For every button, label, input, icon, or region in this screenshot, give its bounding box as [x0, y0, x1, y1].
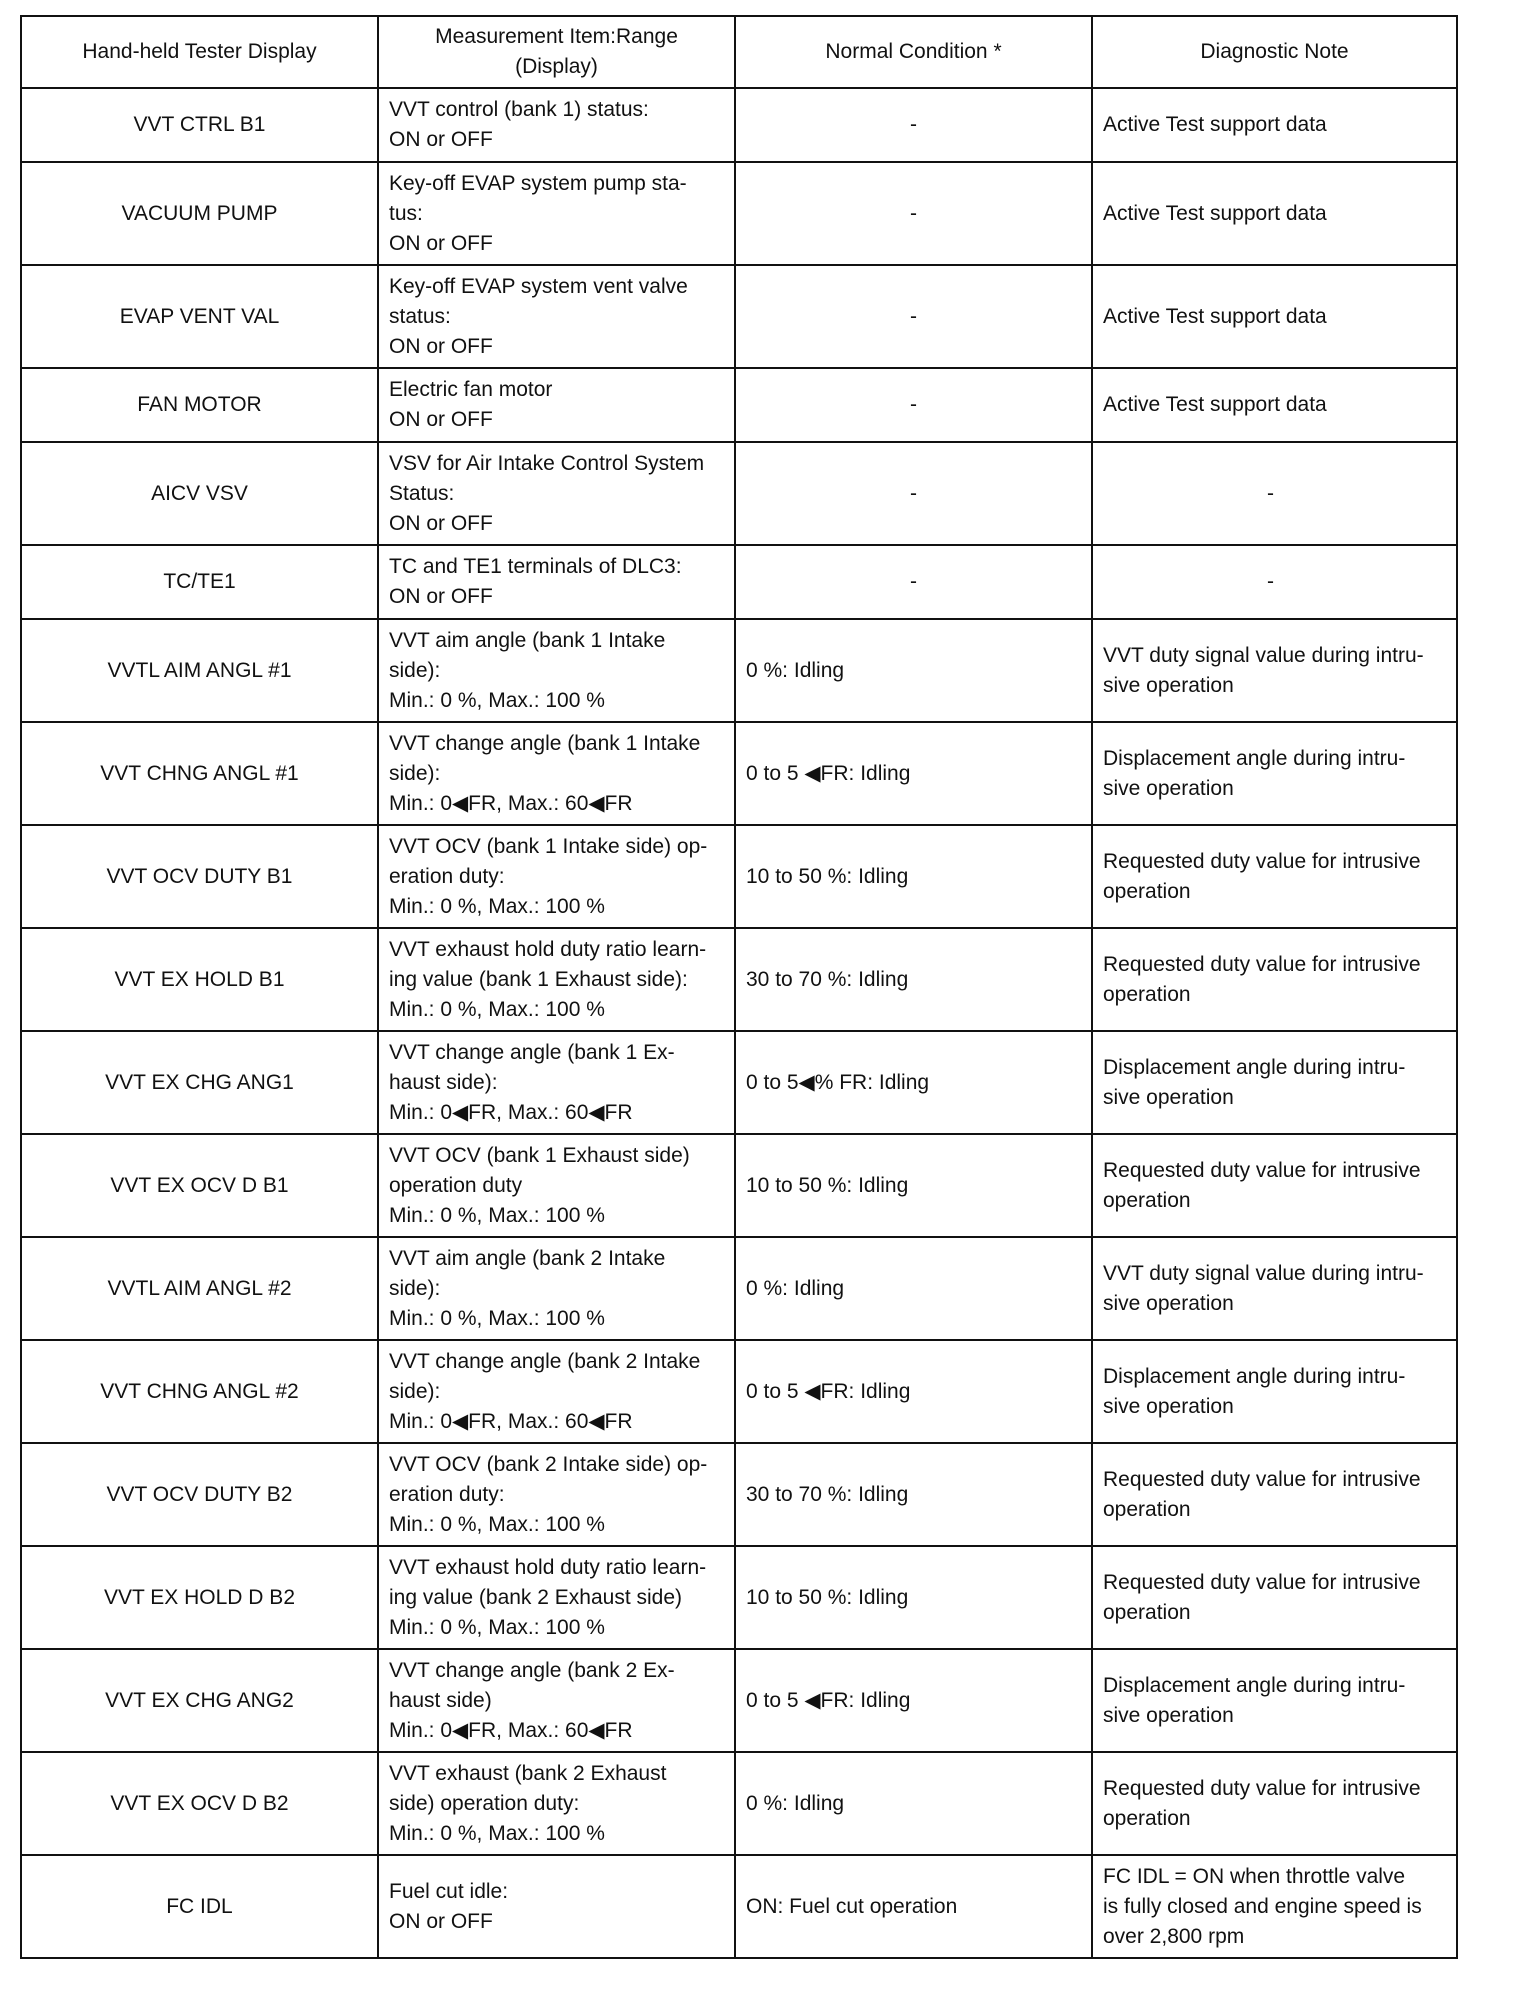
measurement-line: Min.: 0 %, Max.: 100 %: [389, 1615, 605, 1639]
tester-display-cell: AICV VSV: [21, 442, 378, 545]
table-row: [21, 1855, 1457, 1958]
measurement-item-cell: [378, 1340, 735, 1443]
normal-condition-cell: 10 to 50 %: Idling: [735, 1134, 1092, 1237]
diagnostic-note-line: Requested duty value for intrusive: [1103, 1570, 1421, 1594]
measurement-line: Key-off EVAP system vent valve: [389, 274, 688, 298]
measurement-line: operation duty: [389, 1173, 523, 1197]
measurement-line: VVT aim angle (bank 2 Intake: [389, 1246, 666, 1270]
table-row: [21, 619, 1457, 722]
measurement-line: Fuel cut idle:: [389, 1879, 509, 1903]
measurement-line: VVT exhaust hold duty ratio learn-: [389, 1555, 707, 1579]
measurement-item-cell: [378, 1752, 735, 1855]
diagnostic-note-line: Displacement angle during intru-: [1103, 746, 1406, 770]
diagnostic-note-line: operation: [1103, 1497, 1191, 1521]
normal-condition-cell: 0 to 5 ◀FR: Idling: [735, 1340, 1092, 1443]
tester-display-cell: VACUUM PUMP: [21, 162, 378, 265]
measurement-line: side):: [389, 1379, 441, 1403]
table-row: [21, 1546, 1457, 1649]
measurement-line: TC and TE1 terminals of DLC3:: [389, 555, 682, 578]
measurement-line: Min.: 0◀FR, Max.: 60◀FR: [389, 1718, 633, 1742]
diagnostic-note-line: operation: [1103, 1806, 1191, 1830]
normal-condition-cell: 0 %: Idling: [735, 1237, 1092, 1340]
measurement-item-cell: [378, 722, 735, 825]
header-measurement-line: Measurement Item:Range: [435, 25, 678, 48]
tester-display-cell: VVT EX HOLD D B2: [21, 1546, 378, 1649]
header-measurement-line: (Display): [515, 55, 598, 78]
measurement-line: Key-off EVAP system pump sta-: [389, 171, 687, 195]
diagnostic-note-line: over 2,800 rpm: [1103, 1924, 1245, 1948]
diagnostic-note-cell: [1092, 1443, 1457, 1546]
normal-condition-cell: 10 to 50 %: Idling: [735, 825, 1092, 928]
measurement-item-cell: [378, 1031, 735, 1134]
table-row: [21, 825, 1457, 928]
normal-condition-cell: -: [735, 368, 1092, 442]
diagnostic-note-line: VVT duty signal value during intru-: [1103, 1261, 1424, 1285]
diagnostic-note-cell: [1092, 1134, 1457, 1237]
diagnostic-note-cell: [1092, 1752, 1457, 1855]
diagnostic-note-line: operation: [1103, 879, 1191, 903]
diagnostic-note-cell: [1092, 1237, 1457, 1340]
tester-display-cell: VVT EX OCV D B1: [21, 1134, 378, 1237]
table-row: [21, 1752, 1457, 1855]
normal-condition-cell: 0 to 5 ◀FR: Idling: [735, 722, 1092, 825]
measurement-item-cell: [378, 1443, 735, 1546]
diagnostic-note-line: Displacement angle during intru-: [1103, 1055, 1406, 1079]
tester-display-cell: VVT CTRL B1: [21, 88, 378, 162]
measurement-line: Min.: 0 %, Max.: 100 %: [389, 1821, 605, 1845]
table-body: [21, 88, 1457, 1958]
measurement-line: eration duty:: [389, 1482, 505, 1506]
diagnostic-note-line: sive operation: [1103, 776, 1234, 800]
measurement-line: Min.: 0◀FR, Max.: 60◀FR: [389, 1409, 633, 1433]
measurement-line: VSV for Air Intake Control System: [389, 451, 705, 475]
normal-condition-cell: ON: Fuel cut operation: [735, 1855, 1092, 1958]
diagnostic-note-cell: [1092, 928, 1457, 1031]
measurement-line: VVT change angle (bank 1 Intake: [389, 731, 701, 755]
diagnostic-note-line: Requested duty value for intrusive: [1103, 1158, 1421, 1182]
diagnostic-note-line: is fully closed and engine speed is: [1103, 1894, 1422, 1918]
tester-display-cell: VVT CHNG ANGL #1: [21, 722, 378, 825]
tester-display-cell: FC IDL: [21, 1855, 378, 1958]
header-measurement-item: [378, 16, 735, 88]
measurement-line: Min.: 0 %, Max.: 100 %: [389, 1306, 605, 1330]
measurement-line: side):: [389, 658, 441, 682]
measurement-item-cell: [378, 1649, 735, 1752]
normal-condition-cell: 30 to 70 %: Idling: [735, 1443, 1092, 1546]
measurement-line: ON or OFF: [389, 231, 493, 255]
data-list-table: [20, 15, 1458, 1959]
normal-condition-cell: -: [735, 88, 1092, 162]
diagnostic-note-cell: [1092, 545, 1457, 619]
diagnostic-note-cell: [1092, 722, 1457, 825]
diagnostic-note-line: Requested duty value for intrusive: [1103, 849, 1421, 873]
diagnostic-note-line: Active Test support data: [1103, 201, 1327, 225]
diagnostic-note-cell: [1092, 162, 1457, 265]
tester-display-cell: VVT EX CHG ANG2: [21, 1649, 378, 1752]
measurement-line: Status:: [389, 481, 455, 505]
diagnostic-note-line: operation: [1103, 1188, 1191, 1212]
diagnostic-note-line: Requested duty value for intrusive: [1103, 952, 1421, 976]
measurement-line: VVT change angle (bank 2 Intake: [389, 1349, 701, 1373]
diagnostic-note-line: Requested duty value for intrusive: [1103, 1776, 1421, 1800]
measurement-item-cell: [378, 265, 735, 368]
diagnostic-note-line: Displacement angle during intru-: [1103, 1364, 1406, 1388]
diagnostic-note-line: -: [1267, 570, 1274, 593]
measurement-line: Min.: 0 %, Max.: 100 %: [389, 894, 605, 918]
measurement-line: side):: [389, 1276, 441, 1300]
measurement-line: status:: [389, 304, 451, 328]
measurement-item-cell: [378, 545, 735, 619]
table-row: [21, 265, 1457, 368]
diagnostic-note-cell: [1092, 825, 1457, 928]
tester-display-cell: TC/TE1: [21, 545, 378, 619]
measurement-line: ON or OFF: [389, 1909, 493, 1933]
measurement-line: Min.: 0 %, Max.: 100 %: [389, 1203, 605, 1227]
measurement-line: VVT OCV (bank 2 Intake side) op-: [389, 1452, 708, 1476]
measurement-line: Electric fan motor: [389, 378, 553, 401]
normal-condition-cell: -: [735, 265, 1092, 368]
normal-condition-cell: 0 %: Idling: [735, 1752, 1092, 1855]
measurement-line: ON or OFF: [389, 585, 493, 608]
table-row: [21, 442, 1457, 545]
diagnostic-note-cell: [1092, 619, 1457, 722]
measurement-line: VVT OCV (bank 1 Exhaust side): [389, 1143, 690, 1167]
tester-display-cell: VVT EX OCV D B2: [21, 1752, 378, 1855]
measurement-item-cell: [378, 1237, 735, 1340]
diagnostic-note-line: sive operation: [1103, 1703, 1234, 1727]
diagnostic-note-cell: [1092, 265, 1457, 368]
normal-condition-cell: 0 to 5 ◀FR: Idling: [735, 1649, 1092, 1752]
normal-condition-cell: 0 %: Idling: [735, 619, 1092, 722]
measurement-item-cell: [378, 619, 735, 722]
measurement-line: ON or OFF: [389, 334, 493, 358]
diagnostic-note-line: VVT duty signal value during intru-: [1103, 643, 1424, 667]
measurement-line: Min.: 0 %, Max.: 100 %: [389, 1512, 605, 1536]
measurement-line: VVT change angle (bank 1 Ex-: [389, 1040, 675, 1064]
tester-display-cell: EVAP VENT VAL: [21, 265, 378, 368]
measurement-item-cell: [378, 368, 735, 442]
table-row: [21, 1443, 1457, 1546]
normal-condition-cell: 0 to 5◀% FR: Idling: [735, 1031, 1092, 1134]
tester-display-cell: VVTL AIM ANGL #2: [21, 1237, 378, 1340]
diagnostic-note-line: Requested duty value for intrusive: [1103, 1467, 1421, 1491]
measurement-line: Min.: 0◀FR, Max.: 60◀FR: [389, 791, 633, 815]
table-row: [21, 545, 1457, 619]
tester-display-cell: FAN MOTOR: [21, 368, 378, 442]
measurement-line: VVT exhaust hold duty ratio learn-: [389, 937, 707, 961]
measurement-line: ON or OFF: [389, 511, 493, 535]
measurement-item-cell: [378, 928, 735, 1031]
measurement-line: Min.: 0 %, Max.: 100 %: [389, 688, 605, 712]
table-row: [21, 928, 1457, 1031]
tester-display-cell: VVT EX CHG ANG1: [21, 1031, 378, 1134]
measurement-line: VVT control (bank 1) status:: [389, 98, 649, 121]
tester-display-cell: VVT CHNG ANGL #2: [21, 1340, 378, 1443]
diagnostic-note-line: operation: [1103, 1600, 1191, 1624]
header-diagnostic-note: Diagnostic Note: [1092, 16, 1457, 88]
table-row: [21, 368, 1457, 442]
normal-condition-cell: 10 to 50 %: Idling: [735, 1546, 1092, 1649]
measurement-line: tus:: [389, 201, 423, 225]
table-row: [21, 88, 1457, 162]
measurement-line: VVT change angle (bank 2 Ex-: [389, 1658, 675, 1682]
header-row: [21, 16, 1457, 88]
diagnostic-note-cell: [1092, 88, 1457, 162]
diagnostic-note-cell: [1092, 1340, 1457, 1443]
tester-display-cell: VVT OCV DUTY B1: [21, 825, 378, 928]
diagnostic-note-line: sive operation: [1103, 1085, 1234, 1109]
diagnostic-note-line: FC IDL = ON when throttle valve: [1103, 1864, 1406, 1888]
diagnostic-note-line: sive operation: [1103, 673, 1234, 697]
measurement-item-cell: [378, 1546, 735, 1649]
diagnostic-note-line: -: [1267, 481, 1274, 505]
normal-condition-cell: 30 to 70 %: Idling: [735, 928, 1092, 1031]
measurement-line: ing value (bank 1 Exhaust side):: [389, 967, 688, 991]
diagnostic-note-cell: [1092, 1649, 1457, 1752]
measurement-line: ON or OFF: [389, 128, 493, 151]
measurement-line: VVT aim angle (bank 1 Intake: [389, 628, 666, 652]
header-tester-display: Hand-held Tester Display: [21, 16, 378, 88]
table-row: [21, 1237, 1457, 1340]
measurement-item-cell: [378, 825, 735, 928]
diagnostic-note-cell: [1092, 1546, 1457, 1649]
measurement-item-cell: [378, 442, 735, 545]
measurement-line: haust side):: [389, 1070, 498, 1094]
measurement-line: VVT exhaust (bank 2 Exhaust: [389, 1761, 667, 1785]
tester-display-cell: VVTL AIM ANGL #1: [21, 619, 378, 722]
table-row: [21, 722, 1457, 825]
measurement-item-cell: [378, 1855, 735, 1958]
measurement-line: Min.: 0◀FR, Max.: 60◀FR: [389, 1100, 633, 1124]
document-page: [20, 15, 1456, 1959]
diagnostic-note-cell: [1092, 1031, 1457, 1134]
tester-display-cell: VVT EX HOLD B1: [21, 928, 378, 1031]
table-row: [21, 1340, 1457, 1443]
diagnostic-note-cell: [1092, 1855, 1457, 1958]
normal-condition-cell: -: [735, 545, 1092, 619]
table-row: [21, 162, 1457, 265]
diagnostic-note-line: Active Test support data: [1103, 393, 1327, 416]
normal-condition-cell: -: [735, 162, 1092, 265]
diagnostic-note-line: Active Test support data: [1103, 304, 1327, 328]
normal-condition-cell: -: [735, 442, 1092, 545]
table-row: [21, 1031, 1457, 1134]
measurement-line: haust side): [389, 1688, 492, 1712]
measurement-line: ing value (bank 2 Exhaust side): [389, 1585, 683, 1609]
diagnostic-note-line: Displacement angle during intru-: [1103, 1673, 1406, 1697]
header-normal-condition: Normal Condition *: [735, 16, 1092, 88]
measurement-line: Min.: 0 %, Max.: 100 %: [389, 997, 605, 1021]
diagnostic-note-line: operation: [1103, 982, 1191, 1006]
diagnostic-note-cell: [1092, 442, 1457, 545]
measurement-line: VVT OCV (bank 1 Intake side) op-: [389, 834, 708, 858]
measurement-item-cell: [378, 162, 735, 265]
tester-display-cell: VVT OCV DUTY B2: [21, 1443, 378, 1546]
diagnostic-note-line: sive operation: [1103, 1291, 1234, 1315]
measurement-item-cell: [378, 1134, 735, 1237]
table-row: [21, 1134, 1457, 1237]
table-row: [21, 1649, 1457, 1752]
measurement-line: side) operation duty:: [389, 1791, 580, 1815]
diagnostic-note-line: Active Test support data: [1103, 113, 1327, 136]
measurement-line: side):: [389, 761, 441, 785]
measurement-item-cell: [378, 88, 735, 162]
diagnostic-note-cell: [1092, 368, 1457, 442]
measurement-line: ON or OFF: [389, 408, 493, 431]
diagnostic-note-line: sive operation: [1103, 1394, 1234, 1418]
measurement-line: eration duty:: [389, 864, 505, 888]
